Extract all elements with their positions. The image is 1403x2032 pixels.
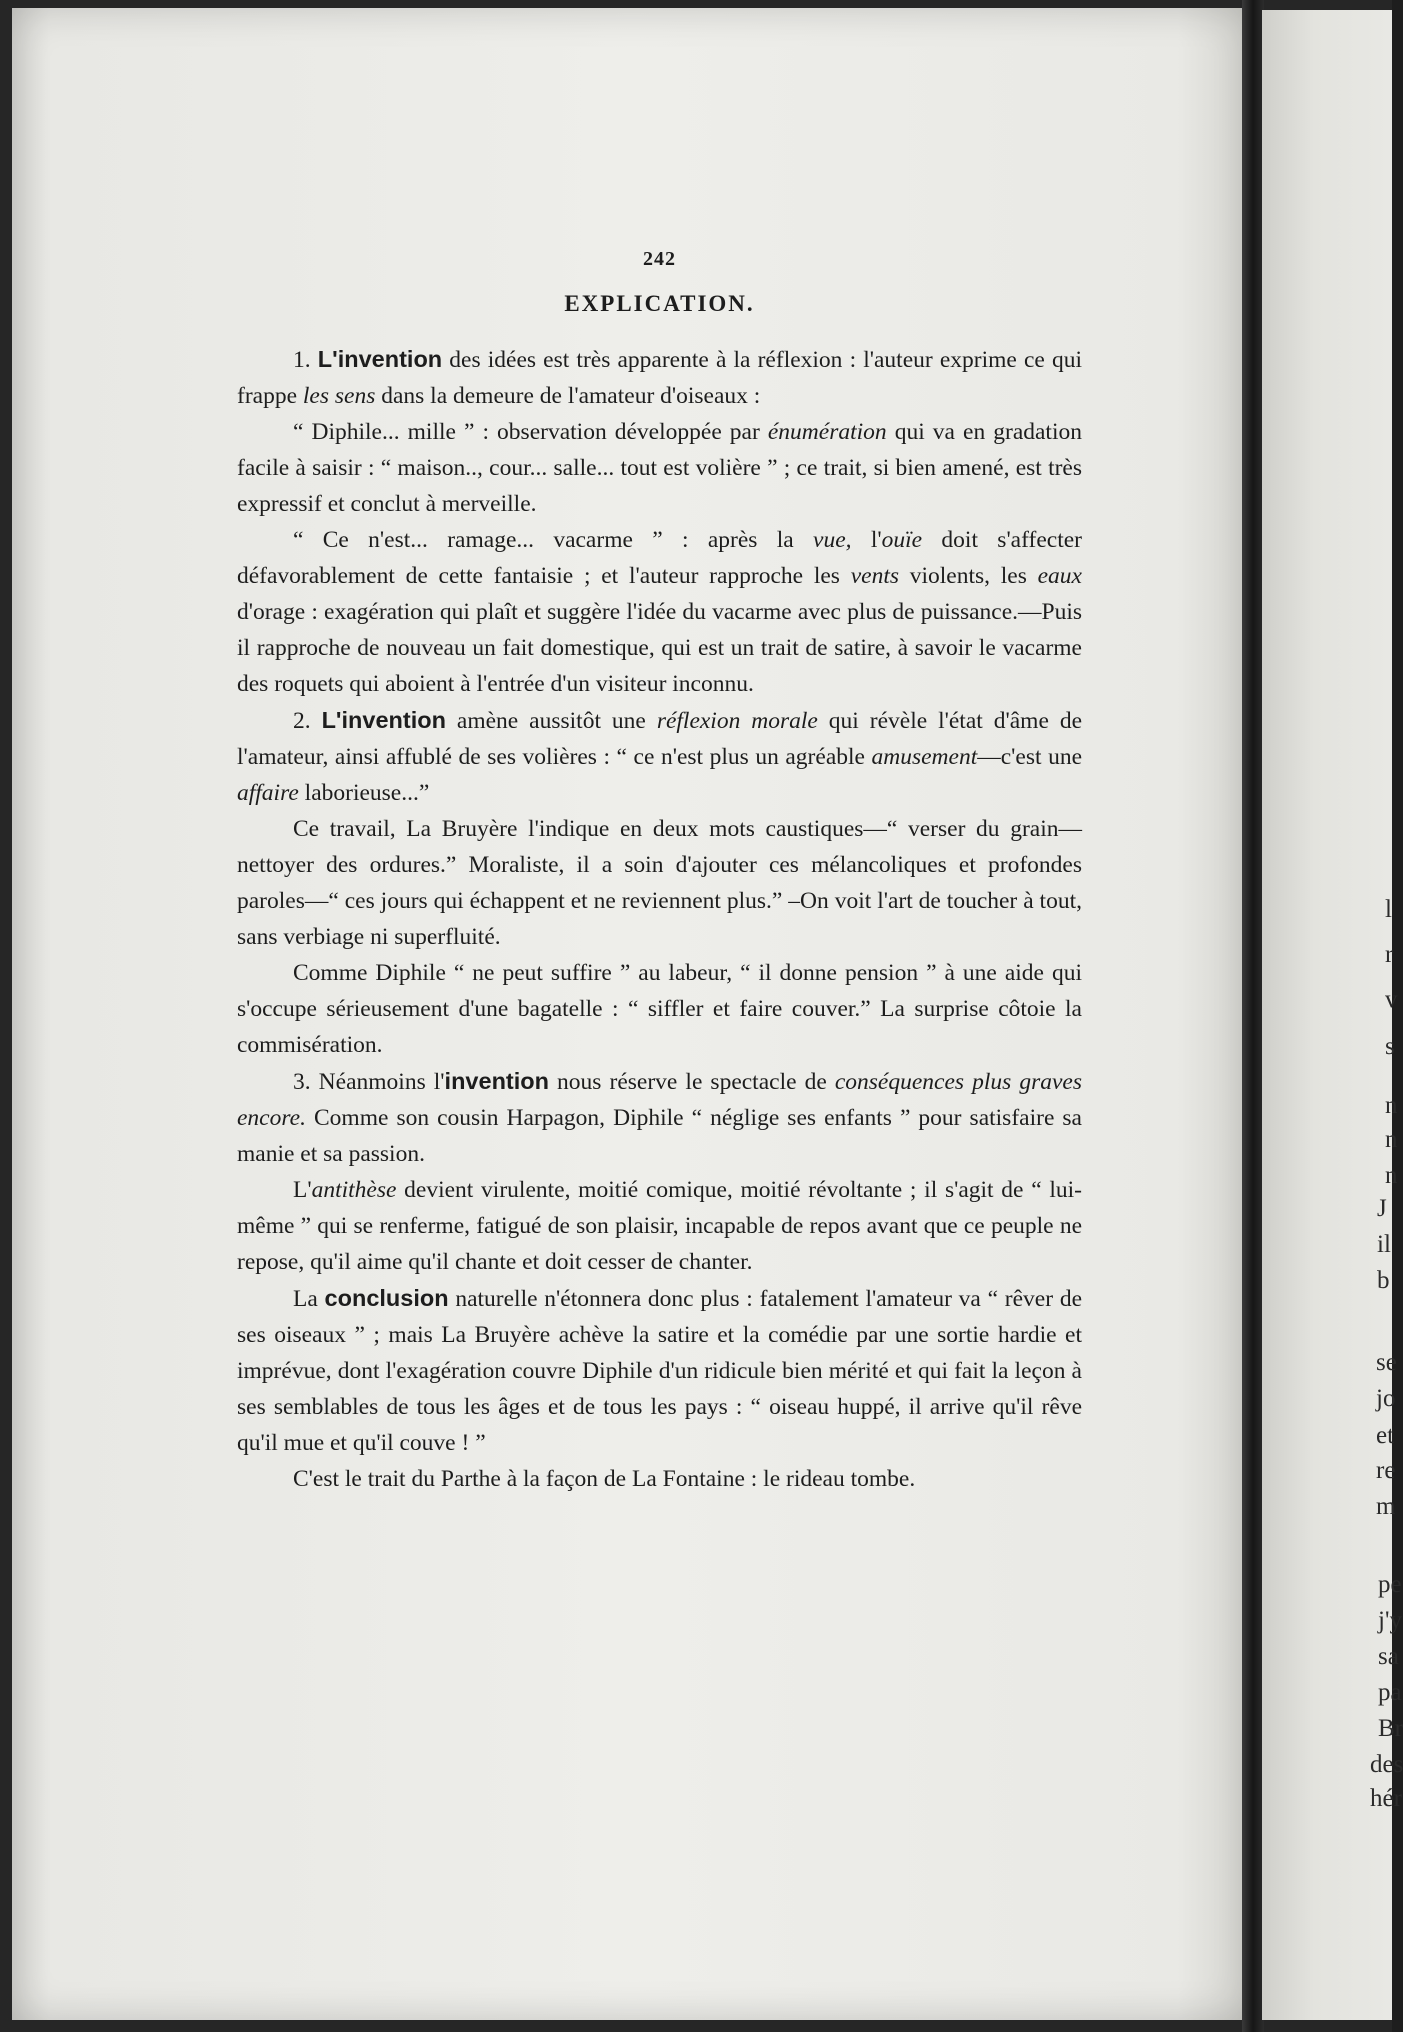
text-run: “ Diphile... mille ” : observation développée par <box>293 419 768 445</box>
facing-page-fragment: b <box>1377 1267 1390 1294</box>
text-run: devient virulente, moitié comique, moitié révoltante ; il s'agit de “ lui-même ” qui se renferme, fatigué de son plaisir, incapable de repos avant que ce peuple ne repose, qu'il aime qu'il chante et doit cesser de chanter. <box>237 1177 1082 1275</box>
text-run: qui révèle l'état d'âme de l'amateur, ainsi affublé de ses volières : “ ce n'est plus un agréable <box>237 708 1082 770</box>
facing-page-fragment: Br <box>1378 1715 1403 1742</box>
facing-page-fragment: J <box>1377 1195 1387 1222</box>
paragraph <box>237 702 1082 811</box>
facing-page-fragment: n <box>1385 1162 1398 1189</box>
paragraphs <box>237 341 1082 1497</box>
facing-page-fragment: il <box>1377 1231 1391 1258</box>
italic-text: ouïe <box>881 527 923 553</box>
facing-page-fragment: pe <box>1378 1571 1402 1598</box>
text-run: nous réserve le spectacle de <box>549 1069 835 1095</box>
italic-text: vue, <box>813 527 852 553</box>
text-run: amène aussitôt une <box>445 708 657 734</box>
paragraph <box>237 1063 1082 1172</box>
paragraph <box>237 414 1082 522</box>
paragraph <box>237 341 1082 414</box>
facing-page-fragment: jo <box>1376 1385 1396 1412</box>
facing-page-edge <box>1262 10 1403 2020</box>
book-page <box>12 8 1252 2020</box>
text-run: 2. <box>293 708 322 734</box>
facing-page-fragment: des <box>1370 1751 1403 1778</box>
italic-text: amusement <box>871 744 978 770</box>
facing-page-fragment: l <box>1385 896 1392 923</box>
italic-text: conséquences plus graves encore. <box>237 1069 1082 1131</box>
text-run: C'est le trait du Parthe à la façon de La Fontaine : le rideau tombe. <box>293 1466 916 1492</box>
text-run: dans la demeure de l'amateur d'oiseaux : <box>375 383 761 409</box>
paragraph <box>237 1172 1082 1280</box>
paragraph <box>237 1461 1082 1497</box>
facing-page-fragment: et <box>1376 1422 1395 1449</box>
text-run: “ Ce n'est... ramage... vacarme ” : après la <box>293 527 814 553</box>
italic-text: vents <box>850 563 899 589</box>
facing-page-fragment: pa <box>1378 1679 1402 1706</box>
facing-page-fragment: m <box>1376 1493 1396 1520</box>
facing-page-fragment: r <box>1385 941 1394 968</box>
facing-page-fragment: j'y <box>1378 1607 1402 1634</box>
text-run: Comme son cousin Harpagon, Diphile “ néglige ses enfants ” pour satisfaire sa manie et sa passion. <box>237 1105 1082 1167</box>
text-run: doit s'affecter défavorablement de cette fantaisie ; et l'auteur rapproche les <box>237 527 1082 589</box>
text-run: 3. Néanmoins l' <box>293 1069 445 1095</box>
facing-page-fragment: s <box>1385 1033 1395 1060</box>
page-number: 242 <box>643 248 676 270</box>
facing-page-fragment: re <box>1376 1457 1396 1484</box>
italic-text: les sens <box>302 383 376 409</box>
facing-page-fragment: n <box>1385 1126 1398 1153</box>
text-run: 1. <box>293 347 318 373</box>
facing-page-fragment: hér <box>1370 1785 1402 1812</box>
facing-page-fragment: v <box>1385 986 1398 1013</box>
italic-text: eaux <box>1037 563 1082 589</box>
text-run: L' <box>293 1177 312 1203</box>
text-run: Comme Diphile “ ne peut suffire ” au labeur, “ il donne pension ” à une aide qui s'occupe sérieusement d'une bagatelle : “ siffler et faire couver.” La surprise côtoie la commisération. <box>237 960 1082 1058</box>
text-run: —c'est une <box>977 744 1083 770</box>
facing-page-fragment: se <box>1376 1349 1397 1376</box>
keyword-text: conclusion <box>324 1285 449 1311</box>
keyword-text: L'invention <box>317 346 443 372</box>
paragraph <box>237 522 1082 702</box>
italic-text: affaire <box>237 780 299 806</box>
facing-page-fragment: sa <box>1378 1643 1399 1670</box>
italic-text: réflexion morale <box>656 708 818 734</box>
facing-page-fragment: n <box>1385 1092 1398 1119</box>
paragraph <box>237 1280 1082 1461</box>
text-run: d'orage : exagération qui plaît et suggère l'idée du vacarme avec plus de puissance.—Puis il rapproche de nouveau un fait domestique, qui est un trait de satire, à savoir le vacarme des roquets qui aboient à l'entrée d'un visiteur inconnu. <box>237 599 1082 697</box>
section-heading: EXPLICATION. <box>564 291 755 316</box>
text-run: qui va en gradation facile à saisir : “ maison.., cour... salle... tout est volière ” ; ce trait, si bien amené, est très expressif et conclut à merveille. <box>237 419 1082 517</box>
paragraph <box>237 955 1082 1063</box>
paragraph <box>237 811 1082 955</box>
book-binding <box>1242 0 1264 2032</box>
text-run: Ce travail, La Bruyère l'indique en deux mots caustiques—“ verser du grain—nettoyer des ordures.” Moraliste, il a soin d'ajouter ces mélancoliques et profondes paroles—“ ces jours qui échappent et ne reviennent plus.” –On voit l'art de toucher à tout, sans verbiage ni superfluité. <box>237 816 1082 950</box>
text-run: La <box>293 1286 325 1312</box>
page-content <box>237 248 1082 1497</box>
text-run: laborieuse...” <box>298 780 430 806</box>
italic-text: antithèse <box>311 1177 397 1203</box>
keyword-text: invention <box>444 1068 549 1094</box>
text-run: violents, les <box>899 563 1038 589</box>
text-run: des idées est très apparente à la réflexion : l'auteur exprime ce qui frappe <box>237 347 1083 409</box>
keyword-text: L'invention <box>321 707 446 733</box>
text-run: l' <box>851 527 882 553</box>
text-run: naturelle n'étonnera donc plus : fatalement l'amateur va “ rêver de ses oiseaux ” ; mais La Bruyère achève la satire et la comédie par une sortie hardie et imprévue, dont l'exagération couvre Diphile d'un ridicule bien mérité et qui fait la leçon à ses semblables de tous les âges et de tous les pays : “ oiseau huppé, il arrive qu'il rêve qu'il mue et qu'il couve ! ” <box>237 1286 1082 1456</box>
italic-text: énumération <box>767 419 887 445</box>
